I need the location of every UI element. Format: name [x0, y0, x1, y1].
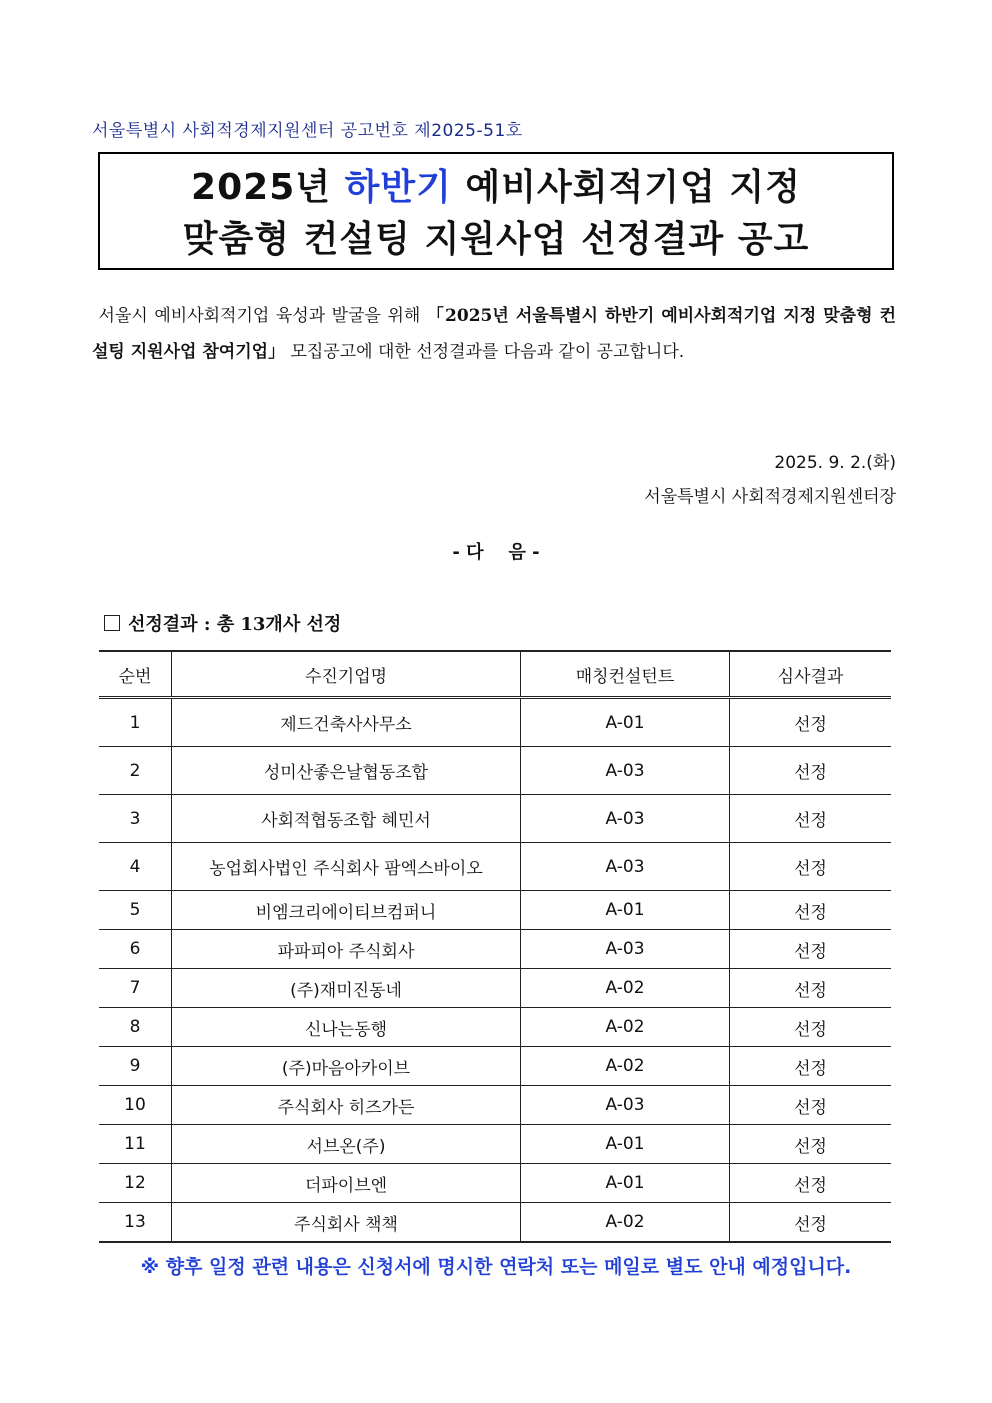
cell-consultant: A-02: [521, 1203, 730, 1243]
cell-result: 선정: [730, 1008, 892, 1047]
cell-no: 4: [99, 843, 172, 891]
cell-company: 성미산좋은날협동조합: [172, 747, 521, 795]
cell-company: 더파이브엔: [172, 1164, 521, 1203]
cell-consultant: A-01: [521, 891, 730, 930]
cell-consultant: A-03: [521, 747, 730, 795]
cell-no: 10: [99, 1086, 172, 1125]
table-row: [99, 891, 891, 930]
table-header-row: [99, 651, 891, 698]
center-heading: - 다 음 -: [452, 542, 540, 563]
table-row: [99, 1125, 891, 1164]
cell-result: 선정: [730, 843, 892, 891]
cell-company: 비엠크리에이티브컴퍼니: [172, 891, 521, 930]
cell-company: (주)재미진동네: [172, 969, 521, 1008]
cell-consultant: A-02: [521, 1047, 730, 1086]
cell-company: 제드건축사사무소: [172, 698, 521, 747]
cell-no: 5: [99, 891, 172, 930]
notice-date: 2025. 9. 2.(화): [774, 453, 896, 473]
cell-result: 선정: [730, 698, 892, 747]
cell-no: 8: [99, 1008, 172, 1047]
cell-result: 선정: [730, 795, 892, 843]
title-year: 2025년: [191, 167, 345, 208]
cell-consultant: A-01: [521, 1164, 730, 1203]
col-header-no: 순번: [99, 651, 172, 698]
intro-paragraph: [92, 298, 896, 370]
signer: 서울특별시 사회적경제지원센터장: [644, 487, 896, 507]
cell-consultant: A-01: [521, 698, 730, 747]
table-row: [99, 843, 891, 891]
cell-no: 1: [99, 698, 172, 747]
cell-no: 13: [99, 1203, 172, 1243]
cell-no: 12: [99, 1164, 172, 1203]
cell-consultant: A-03: [521, 795, 730, 843]
cell-no: 9: [99, 1047, 172, 1086]
table-row: [99, 1008, 891, 1047]
intro-post: 모집공고에 대한 선정결과를 다음과 같이 공고합니다.: [285, 342, 685, 362]
intro-program-name: 「2025년 서울특별시 하반기 예비사회적기업 지정 맞춤형 컨설팅 지원사업 참여기업」: [92, 306, 897, 362]
notice-number: 서울특별시 사회적경제지원센터 공고번호 제2025-51호: [92, 121, 523, 141]
cell-result: 선정: [730, 1086, 892, 1125]
cell-result: 선정: [730, 1125, 892, 1164]
cell-company: 주식회사 히즈가든: [172, 1086, 521, 1125]
title-line-1: [100, 162, 892, 214]
cell-result: 선정: [730, 1164, 892, 1203]
footnote: ※ 향후 일정 관련 내용은 신청서에 명시한 연락처 또는 메일로 별도 안내 예정입니다.: [140, 1256, 852, 1278]
section-heading-text: 선정결과 : 총 13개사 선정: [128, 614, 342, 635]
table-row: [99, 1203, 891, 1243]
table-row: [99, 1164, 891, 1203]
cell-consultant: A-02: [521, 1008, 730, 1047]
title-rest: 예비사회적기업 지정: [451, 167, 801, 208]
title-line-2: 맞춤형 컨설팅 지원사업 선정결과 공고: [182, 219, 810, 260]
cell-consultant: A-02: [521, 969, 730, 1008]
cell-consultant: A-03: [521, 843, 730, 891]
table-row: [99, 747, 891, 795]
cell-no: 11: [99, 1125, 172, 1164]
cell-company: 농업회사법인 주식회사 팜엑스바이오: [172, 843, 521, 891]
col-header-result: 심사결과: [730, 651, 892, 698]
title-accent: 하반기: [344, 167, 452, 208]
cell-no: 2: [99, 747, 172, 795]
results-table: [99, 650, 891, 1243]
cell-company: 사회적협동조합 혜민서: [172, 795, 521, 843]
table-row: [99, 1086, 891, 1125]
table-row: [99, 795, 891, 843]
cell-consultant: A-03: [521, 930, 730, 969]
cell-result: 선정: [730, 747, 892, 795]
col-header-consultant: 매칭컨설턴트: [521, 651, 730, 698]
cell-result: 선정: [730, 969, 892, 1008]
table-row: [99, 969, 891, 1008]
cell-no: 7: [99, 969, 172, 1008]
section-heading: [104, 610, 341, 636]
cell-company: 주식회사 책책: [172, 1203, 521, 1243]
cell-no: 3: [99, 795, 172, 843]
cell-result: 선정: [730, 930, 892, 969]
table-row: [99, 1047, 891, 1086]
title-box: [98, 152, 894, 270]
cell-result: 선정: [730, 1047, 892, 1086]
cell-no: 6: [99, 930, 172, 969]
cell-company: (주)마음아카이브: [172, 1047, 521, 1086]
cell-result: 선정: [730, 1203, 892, 1243]
intro-pre: 서울시 예비사회적기업 육성과 발굴을 위해: [98, 306, 427, 326]
cell-company: 신나는동행: [172, 1008, 521, 1047]
cell-company: 파파피아 주식회사: [172, 930, 521, 969]
cell-consultant: A-01: [521, 1125, 730, 1164]
cell-consultant: A-03: [521, 1086, 730, 1125]
table-row: [99, 930, 891, 969]
cell-result: 선정: [730, 891, 892, 930]
table-row: [99, 698, 891, 747]
cell-company: 서브온(주): [172, 1125, 521, 1164]
col-header-company: 수진기업명: [172, 651, 521, 698]
checkbox-icon: [104, 615, 120, 631]
